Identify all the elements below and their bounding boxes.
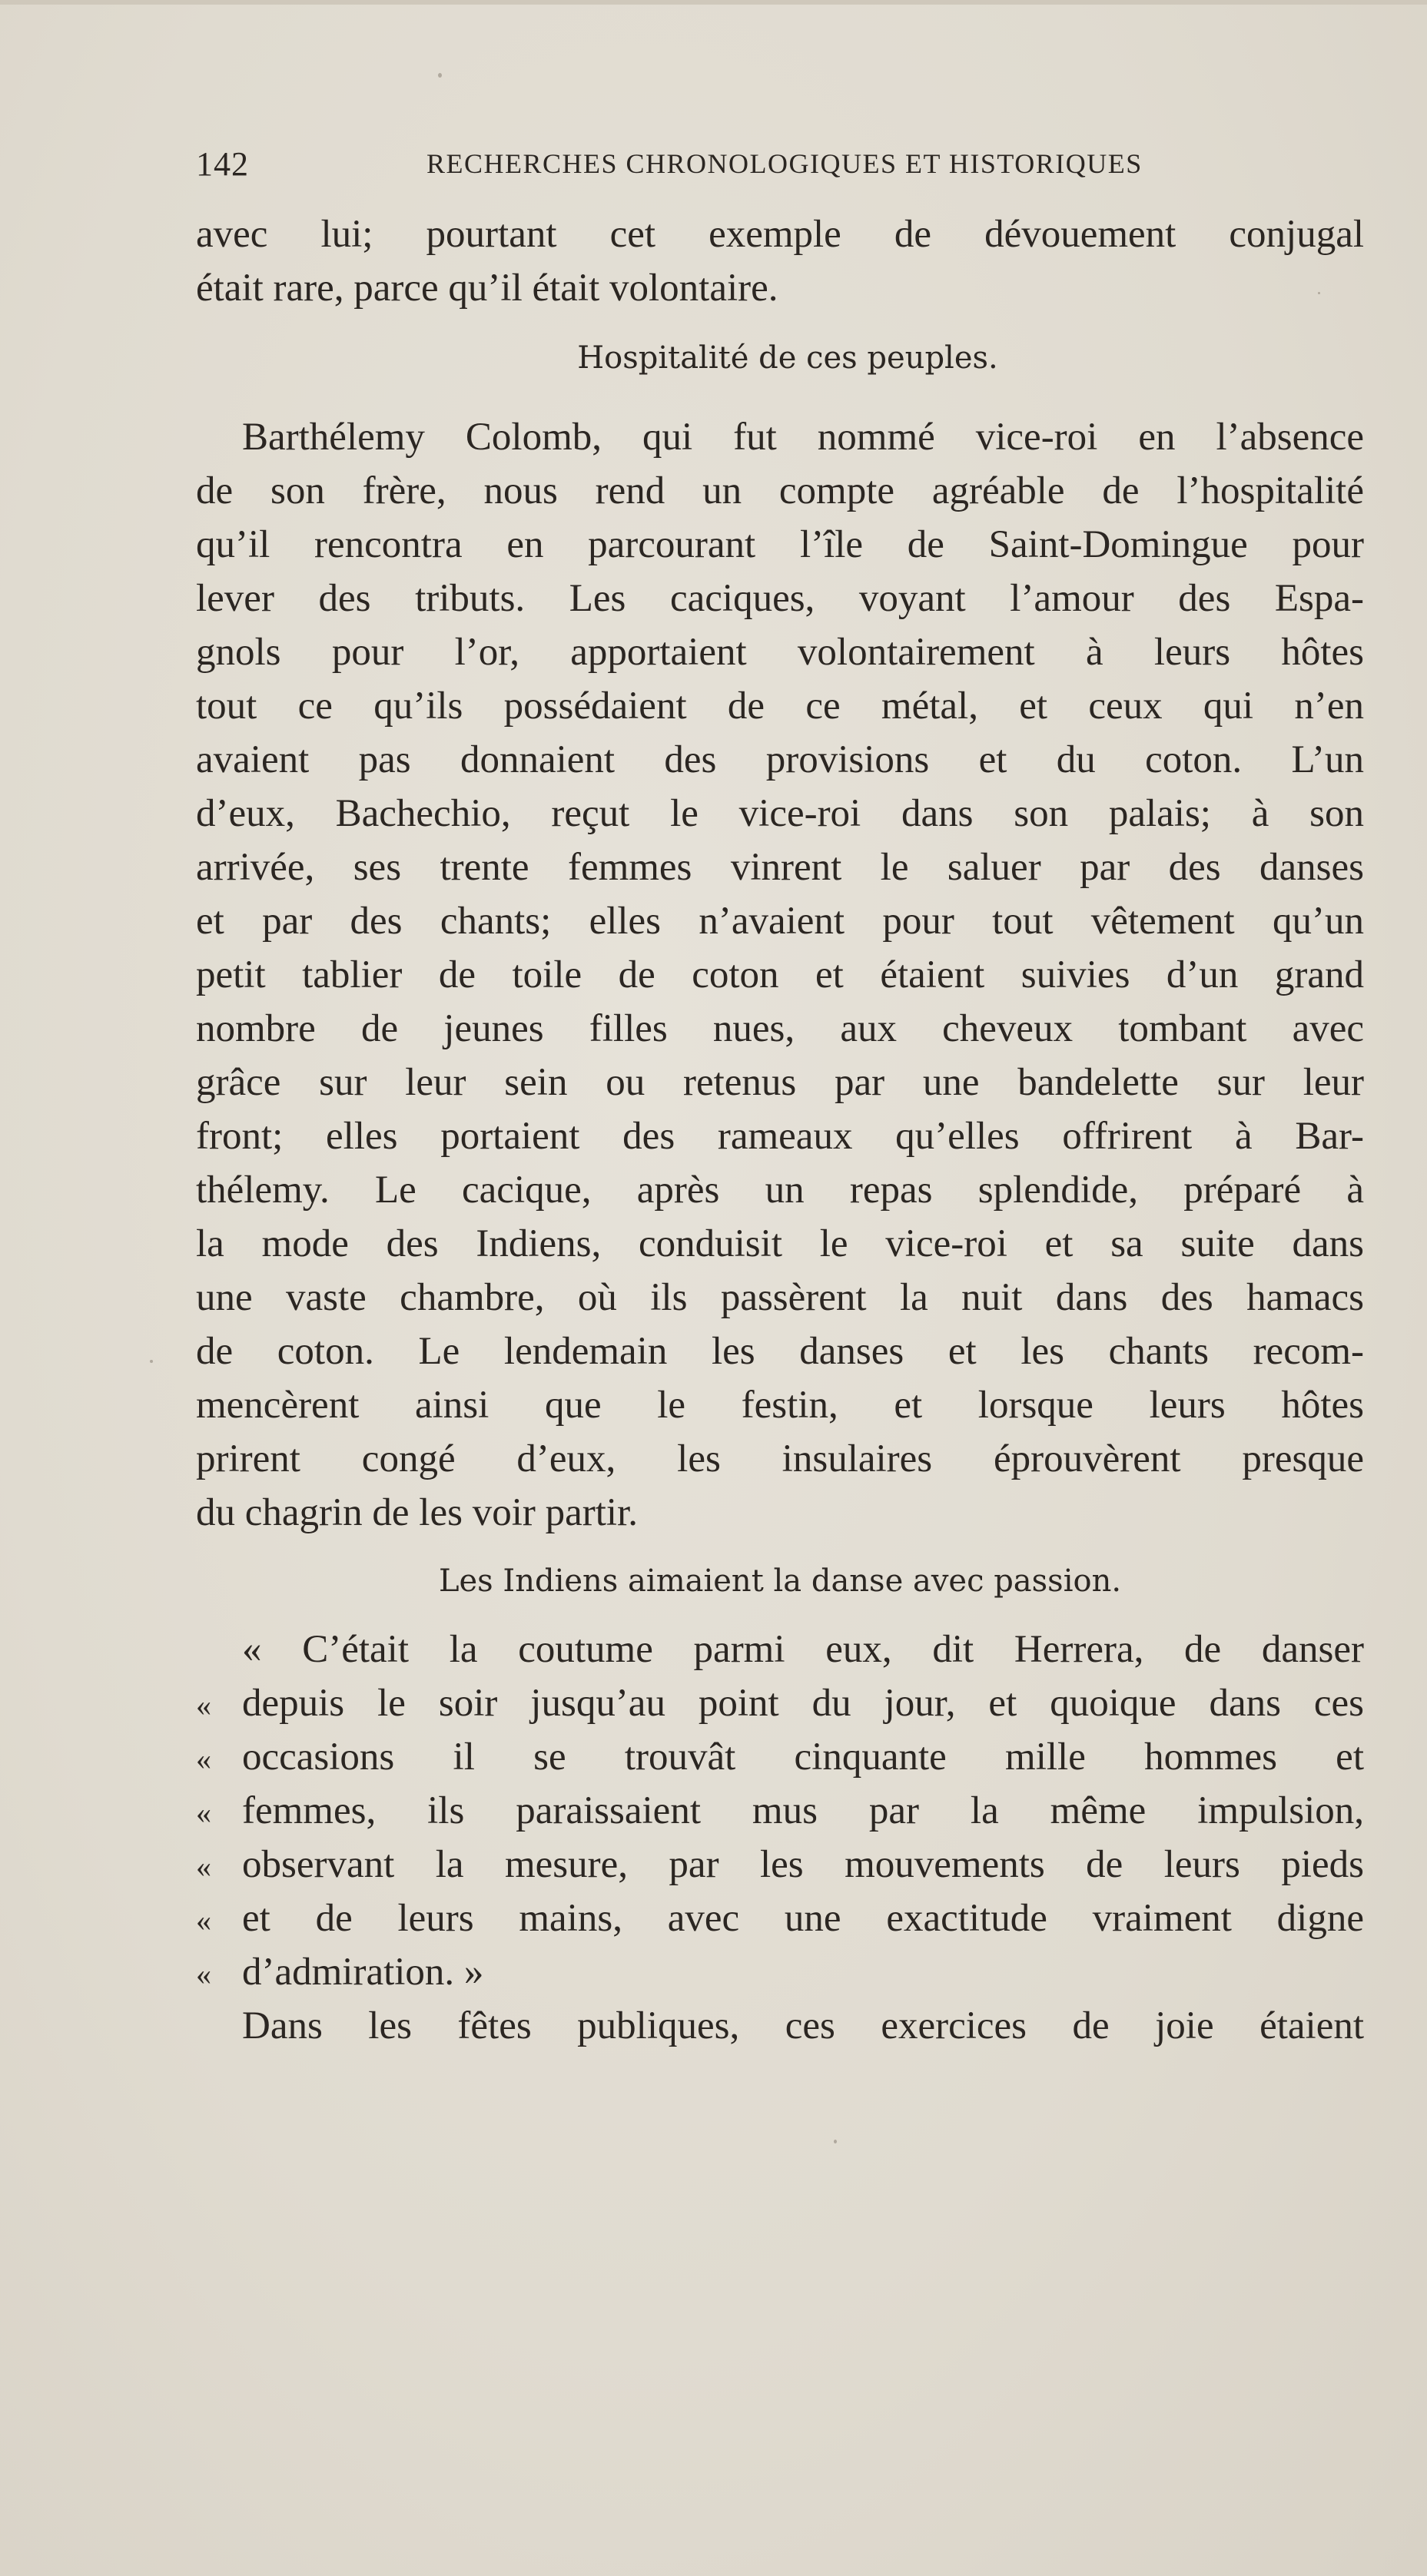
running-title: RECHERCHES CHRONOLOGIQUES ET HISTORIQUES bbox=[426, 148, 1143, 179]
quote-line-text: occasions il se trouvât cinquante mille hommes et bbox=[242, 1736, 1364, 1779]
text-line: la mode des Indiens, conduisit le vice-roi et sa suite dans bbox=[196, 1222, 1364, 1265]
paper-speck bbox=[438, 73, 442, 78]
text-line: grâce sur leur sein ou retenus par une bandelette sur leur bbox=[196, 1061, 1364, 1104]
paragraph-public-festivals bbox=[196, 1999, 1364, 2053]
quote-opening-line: « C’était la coutume parmi eux, dit Herrera, de danser bbox=[242, 1628, 1364, 1671]
text-line: Dans les fêtes publiques, ces exercices de joie étaient bbox=[242, 2004, 1364, 2047]
quote-line-text: femmes, ils paraissaient mus par la même impulsion, bbox=[242, 1789, 1364, 1832]
quote-line-text: observant la mesure, par les mouvements de leurs pieds bbox=[242, 1843, 1364, 1886]
quote-line bbox=[196, 1730, 1364, 1784]
text-line: arrivée, ses trente femmes vinrent le saluer par des danses bbox=[196, 846, 1364, 889]
text-line: de coton. Le lendemain les danses et les chants recom- bbox=[196, 1330, 1364, 1373]
running-head bbox=[196, 144, 1364, 183]
text-line: qu’il rencontra en parcourant l’île de Saint-Domingue pour bbox=[196, 523, 1364, 566]
page-number: 142 bbox=[196, 145, 249, 183]
text-line: nombre de jeunes filles nues, aux cheveux tombant avec bbox=[196, 1007, 1364, 1050]
quote-line-text: depuis le soir jusqu’au point du jour, et quoique dans ces bbox=[242, 1682, 1364, 1725]
herrera-quote bbox=[196, 1623, 1364, 1999]
text-line: d’eux, Bachechio, reçut le vice-roi dans son palais; à son bbox=[196, 792, 1364, 835]
text-line: et par des chants; elles n’avaient pour tout vêtement qu’un bbox=[196, 900, 1364, 943]
quote-line bbox=[196, 1784, 1364, 1838]
text-line: lever des tributs. Les caciques, voyant l’amour des Espa- bbox=[196, 577, 1364, 620]
quote-line bbox=[196, 1838, 1364, 1891]
guillemet-mark: « bbox=[196, 1688, 211, 1722]
text-line: Barthélemy Colomb, qui fut nommé vice-roi en l’absence bbox=[242, 416, 1364, 459]
text-line: front; elles portaient des rameaux qu’elles offrirent à Bar- bbox=[196, 1115, 1364, 1158]
guillemet-mark: « bbox=[196, 1957, 211, 1991]
guillemet-mark: « bbox=[196, 1795, 211, 1830]
text-line: gnols pour l’or, apportaient volontairement à leurs hôtes bbox=[196, 631, 1364, 674]
guillemet-mark: « bbox=[196, 1742, 211, 1776]
text-line: était rare, parce qu’il était volontaire. bbox=[196, 267, 778, 310]
text-line: mencèrent ainsi que le festin, et lorsque leurs hôtes bbox=[196, 1384, 1364, 1427]
paper-speck bbox=[150, 1360, 153, 1363]
text-line: avec lui; pourtant cet exemple de dévouement conjugal bbox=[196, 213, 1364, 256]
text-line: petit tablier de toile de coton et étaient suivies d’un grand bbox=[196, 953, 1364, 996]
text-line: avaient pas donnaient des provisions et du coton. L’un bbox=[196, 738, 1364, 781]
paragraph-hospitality bbox=[196, 410, 1364, 1540]
paragraph-continuation bbox=[196, 207, 1364, 315]
quote-line bbox=[196, 1891, 1364, 1945]
text-line: une vaste chambre, où ils passèrent la nuit dans des hamacs bbox=[196, 1276, 1364, 1319]
quote-line bbox=[196, 1676, 1364, 1730]
text-line: prirent congé d’eux, les insulaires éprouvèrent presque bbox=[196, 1437, 1364, 1480]
section-heading-dance: Les Indiens aimaient la danse avec passion. bbox=[438, 1563, 1122, 1599]
text-line: de son frère, nous rend un compte agréable de l’hospitalité bbox=[196, 469, 1364, 512]
paper-speck bbox=[1318, 292, 1320, 294]
quote-line bbox=[196, 1945, 1364, 1999]
guillemet-mark: « bbox=[196, 1849, 211, 1884]
text-line: du chagrin de les voir partir. bbox=[196, 1491, 638, 1534]
text-line: thélemy. Le cacique, après un repas splendide, préparé à bbox=[196, 1169, 1364, 1212]
page-top-edge bbox=[0, 0, 1427, 5]
paper-speck bbox=[834, 2140, 837, 2143]
section-heading-hospitality: Hospitalité de ces peuples. bbox=[577, 340, 998, 376]
body-text bbox=[196, 207, 1364, 2053]
text-line: tout ce qu’ils possédaient de ce métal, et ceux qui n’en bbox=[196, 685, 1364, 728]
quote-line-text: d’admiration. » bbox=[242, 1951, 484, 1994]
guillemet-mark: « bbox=[196, 1903, 211, 1938]
quote-line-text: et de leurs mains, avec une exactitude vraiment digne bbox=[242, 1897, 1364, 1940]
